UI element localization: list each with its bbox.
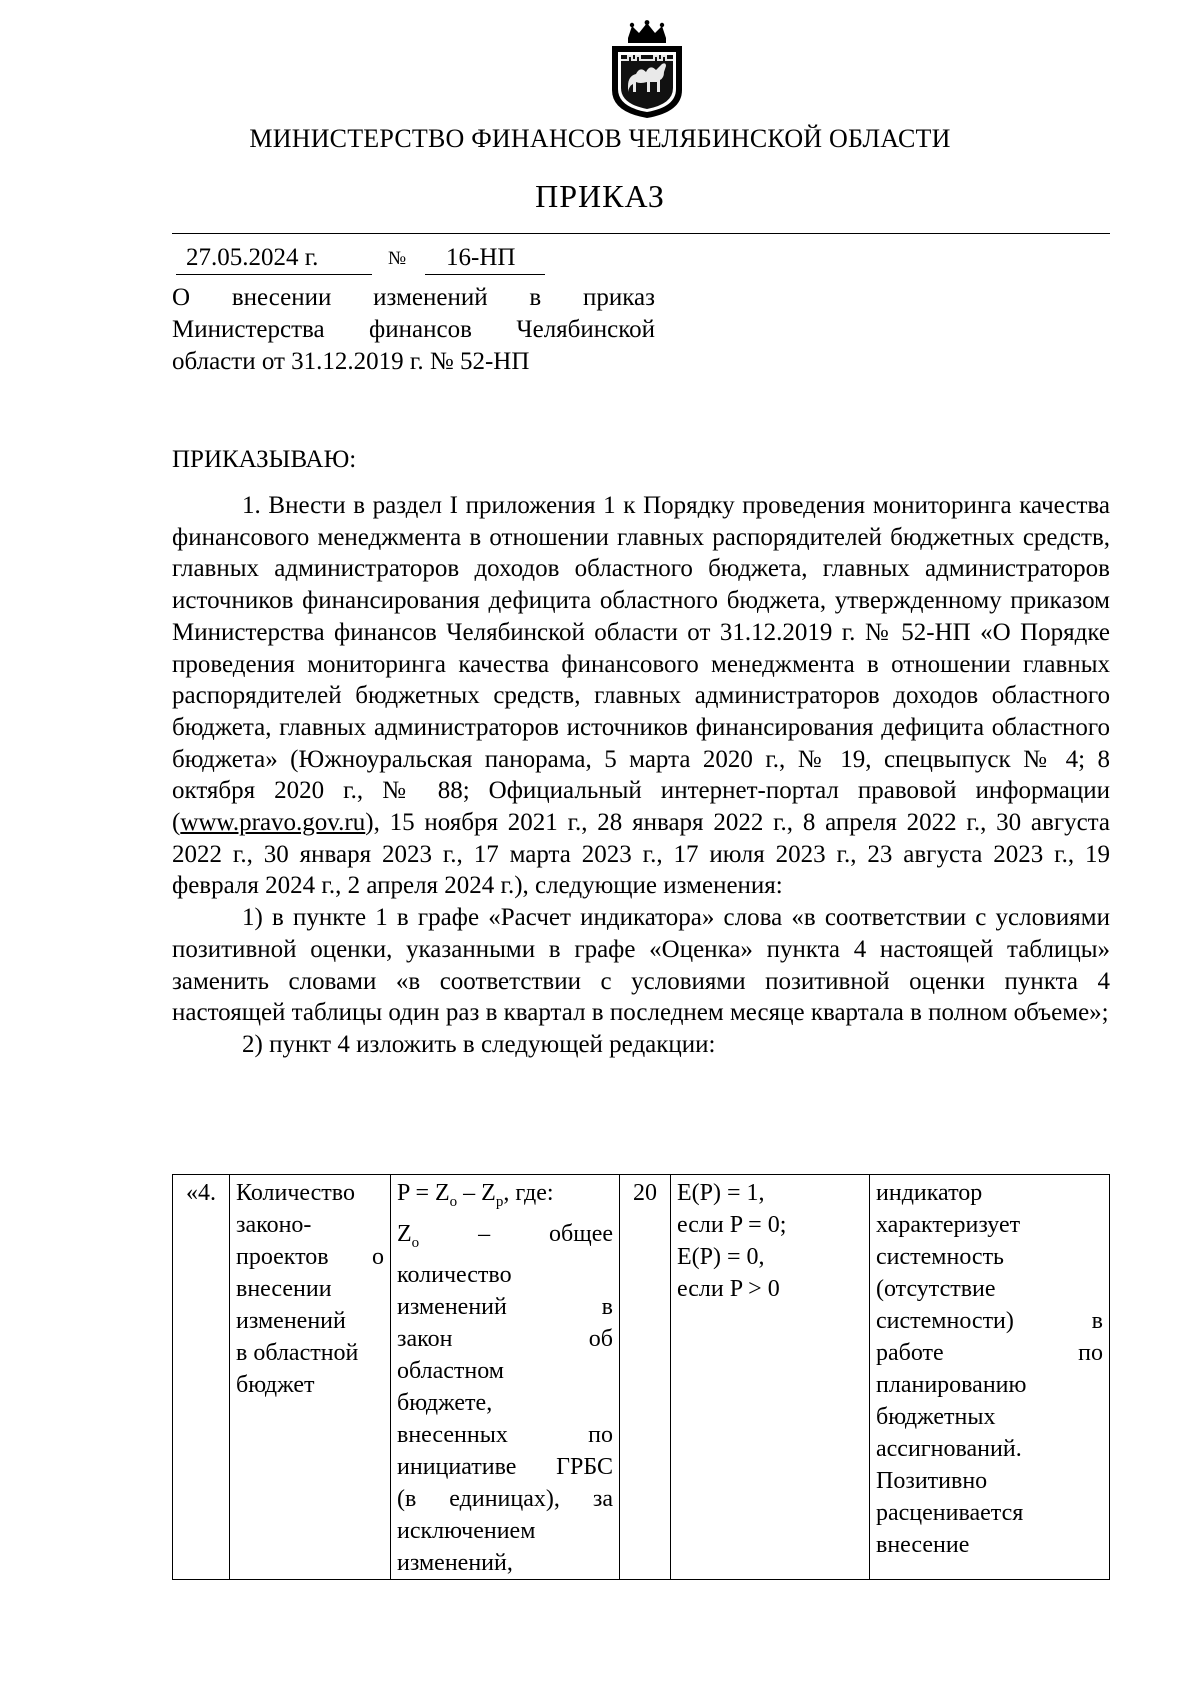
calc-line: (в единицах), за — [397, 1485, 613, 1512]
cell-comment — [870, 1175, 1110, 1580]
orders-heading: ПРИКАЗЫВАЮ: — [172, 446, 357, 473]
order-subject: О внесении изменений в приказ Министерства финансов Челябинской области от 31.12.2019 г. № 52-НП — [172, 284, 655, 375]
calc-line: изменений в — [397, 1293, 613, 1320]
indicator-line: проектов о — [236, 1244, 384, 1270]
subscript-o-2: o — [411, 1234, 420, 1251]
calc-line: изменений, — [397, 1549, 513, 1576]
eval-line: E(P) = 1, — [677, 1180, 765, 1206]
formula-lead: P = Z — [397, 1180, 450, 1206]
z-letter: Z — [397, 1220, 412, 1247]
comment-line: расценивается — [876, 1500, 1024, 1526]
indicator-line: бюджет — [236, 1372, 315, 1398]
eval-line: E(P) = 0, — [677, 1244, 765, 1270]
indicator-line: Количество — [236, 1180, 355, 1206]
comment-line: работе по — [876, 1340, 1103, 1366]
calc-first-line: – общее — [478, 1220, 614, 1247]
comment-line: индикатор — [876, 1180, 983, 1206]
eval-line: если P = 0; — [677, 1212, 787, 1238]
ministry-name: МИНИСТЕРСТВО ФИНАНСОВ ЧЕЛЯБИНСКОЙ ОБЛАСТИ — [249, 124, 951, 153]
subscript-o: o — [449, 1193, 458, 1210]
paragraph-1-text-b: ), 15 ноября 2021 г., 28 января 2022 г., 8 апреля 2022 г., 30 августа 2022 г., 30 января 2023 г., 17 марта 2023 г., 17 июля 2023 г., 23 августа 2023 г., 19 февраля 2024 г., 2 апреля 2024 г.), следующие изменения: — [172, 809, 1110, 900]
indicator-line: изменений — [236, 1308, 346, 1334]
amendment-table — [172, 1174, 1110, 1580]
comment-line: системности) в — [876, 1308, 1103, 1334]
calc-line: бюджете, — [397, 1389, 493, 1416]
calc-line: инициативе ГРБС — [397, 1453, 613, 1480]
comment-line: планированию — [876, 1372, 1027, 1398]
number-sign: № — [388, 248, 407, 269]
cell-calculation — [391, 1175, 620, 1580]
comment-line: (отсутствие — [876, 1276, 996, 1302]
paragraph-1 — [172, 490, 1110, 902]
comment-line: ассигнований. — [876, 1436, 1022, 1462]
calc-line: количество — [397, 1261, 512, 1288]
paragraph-2: 1) в пункте 1 в графе «Расчет индикатора» слова «в соответствии с условиями позитивной оценки, указанными в графе «Оценка» пункта 4 настоящей таблицы» заменить словами «в соответствии с условиями позитивной оценки пункта 4 настоящей таблицы один раз в квартал в последнем месяце квартала в полном объеме»; — [172, 904, 1110, 1027]
document-type-title: ПРИКАЗ — [535, 178, 665, 214]
comment-line: системность — [876, 1244, 1005, 1270]
order-number: 16-НП — [446, 244, 516, 271]
indicator-line: законо- — [236, 1212, 312, 1238]
calc-line: исключением — [397, 1517, 536, 1544]
calc-line: областном — [397, 1357, 504, 1384]
calc-line: внесенных по — [397, 1421, 613, 1448]
formula-tail: , где: — [503, 1180, 554, 1206]
coat-of-arms-emblem — [606, 20, 688, 120]
order-body — [172, 490, 1110, 1061]
comment-line: внесение — [876, 1532, 970, 1558]
comment-line: бюджетных — [876, 1404, 996, 1430]
calc-line: закон об — [397, 1325, 613, 1352]
calc-formula — [397, 1177, 613, 1218]
indicator-line: в областной — [236, 1340, 359, 1366]
paragraph-3: 2) пункт 4 изложить в следующей редакции: — [242, 1030, 716, 1058]
pravo-link[interactable]: www.pravo.gov.ru — [180, 809, 366, 837]
order-date: 27.05.2024 г. — [186, 244, 319, 271]
cell-item-number: «4. — [173, 1175, 230, 1580]
calc-line — [397, 1218, 613, 1259]
indicator-line: внесении — [236, 1276, 332, 1302]
formula-minus: – Z — [457, 1180, 496, 1206]
number-underline — [425, 274, 545, 275]
header-divider — [172, 233, 1110, 234]
cell-evaluation — [671, 1175, 870, 1580]
eval-line: если P > 0 — [677, 1276, 780, 1302]
table-row — [173, 1175, 1110, 1580]
comment-line: Позитивно — [876, 1468, 988, 1494]
cell-indicator — [230, 1175, 391, 1580]
comment-line: характеризует — [876, 1212, 1021, 1238]
subscript-p: p — [495, 1193, 504, 1210]
date-underline — [176, 274, 372, 275]
cell-weight: 20 — [620, 1175, 671, 1580]
paragraph-1-text-a: 1. Внести в раздел I приложения 1 к Порядку проведения мониторинга качества финансового менеджмента в отношении главных распорядителей бюджетных средств, главных администраторов доходов областного бюджета, главных администраторов источников финансирования дефицита областного бюджета, утвержденному приказом Министерства финансов Челябинской области от 31.12.2019 г. № 52-НП «О Порядке проведения мониторинга качества финансового менеджмента в отношении главных распорядителей бюджетных средств, главных администраторов доходов областного бюджета, главных администраторов источников финансирования дефицита областного бюджета» (Южноуральская панорама, 5 марта 2020 г., № 19, спецвыпуск № 4; 8 октября 2020 г., № 88; Официальный интернет-портал правовой информации ( — [172, 492, 1110, 837]
